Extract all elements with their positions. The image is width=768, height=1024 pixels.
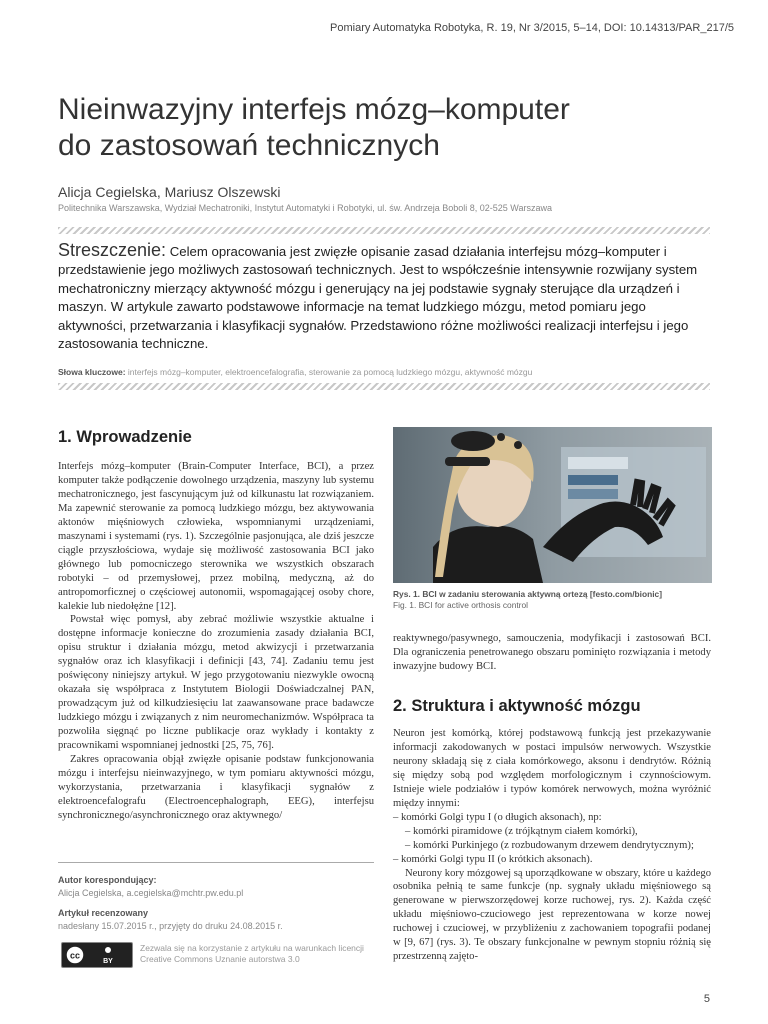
paragraph: Zakres opracowania objął zwięzłe opisanie podstaw funkcjonowania mózgu i interfejsu nieinwazyjnego, w tym pomiaru aktywności mózgu, wykorzystania, przetwarzania i klasyfikacji sygnałów z elektroencefalografu (Electroencephalograph, EEG), interfejsu synchronicznego/asynchronicznego oraz aktywnego/: [58, 754, 374, 821]
figure-caption: [393, 589, 723, 611]
keywords-text: interfejs mózg–komputer, elektroencefalografia, sterowanie za pomocą ludzkiego mózgu, aktywność mózgu: [127, 367, 533, 377]
reviewed-label: Artykuł recenzowany: [58, 908, 149, 918]
figure-photo: [393, 427, 712, 583]
paragraph: Neurony kory mózgowej są uporządkowane w obszary, które u każdego osobnika pełnią te same funkcje (np. sygnały układu mięśniowego są generowane w pierwszorzędowej korze ruchowej, rys. 2). Każda część układu mięśniowo-czuciowego jest reprezentowana w korze nowej ruchowej i czuciowej, w przybliżeniu z zachowaniem topografii podanej w [9, 67] (rys. 3). Te obszary funkcjonalne w pewnym stopniu różnią się przestrzenną zajęto-: [393, 867, 711, 963]
cc-badge-text: cc: [69, 950, 81, 961]
neuron-type-list: [393, 811, 711, 867]
running-header: Pomiary Automatyka Robotyka, R. 19, Nr 3/2015, 5–14, DOI: 10.14313/PAR_217/5: [330, 22, 734, 34]
right-column: [393, 727, 711, 964]
correspondence-author: Alicja Cegielska, a.cegielska@mchtr.pw.edu.pl: [58, 887, 244, 898]
affiliation: Politechnika Warszawska, Wydział Mechatroniki, Instytut Automatyki i Robotyki, ul. św. Andrzeja Boboli 8, 02-525 Warszawa: [58, 203, 552, 213]
page-number: 5: [703, 993, 710, 1005]
paragraph: Neuron jest komórką, której podstawową funkcją jest przekazywanie informacji zakodowanych w postaci impulsów nerwowych. Wszystkie neurony składają się z ciała komórkowego, aksonu i dendrytów. Różnią się między sobą pod względem morfologicznym i czynnościowym. Istnieje wiele podziałów i typów komórek nerwowych, można wyróżnić między innymi:: [393, 728, 711, 809]
paragraph: Powstał więc pomysł, aby zebrać możliwie wszystkie aktualne i dostępne informacje konieczne do zrozumienia zasady działania BCI, opisu struktur i działania mózgu, metod akwizycji i przetwarzania sygnałów oraz ich klasyfikacji i definicji [43, 74]. Zadaniu temu jest poświęcony niniejszy artykuł. W jego przygotowaniu niezwykle owocną okazała się współpraca z Instytutem Biologii Doświadczalnej PAN, prowadzącym już od kilkudziesięciu lat zaawansowane prace badawcze ludzkiego mózgu i związanych z nim neuromechanizmów. Współpraca ta pozwoliła sięgnąć po liczne publikacje oraz wykłady i kontakty z pracownikami wspomnianej jednostki [25, 75, 76].: [58, 614, 374, 752]
section-heading: 2. Struktura i aktywność mózgu: [393, 697, 641, 715]
section-heading: 1. Wprowadzenie: [58, 428, 192, 446]
divider: [58, 227, 710, 234]
title-line-2: do zastosowań technicznych: [58, 129, 440, 162]
license-text: Zezwala się na korzystanie z artykułu na warunkach licencji Creative Commons Uznanie autorstwa 3.0: [140, 943, 364, 964]
paragraph: reaktywnego/pasywnego, samouczenia, modyfikacji i zastosowań BCI. Dla ograniczenia penetrowanego obszaru pominięto rozwiązania i metody inwazyjne budowy BCI.: [393, 633, 711, 672]
list-item: – komórki Purkinjego (z rozbudowanym drzewem dendrytycznym);: [405, 839, 694, 851]
keywords-label: Słowa kluczowe:: [58, 367, 126, 377]
divider: [58, 862, 374, 863]
authors: Alicja Cegielska, Mariusz Olszewski: [58, 184, 281, 200]
bci-photo-illustration: [393, 427, 712, 583]
keywords: [58, 367, 532, 377]
cc-by-badge: [61, 942, 133, 968]
list-item: – komórki piramidowe (z trójkątnym ciałem komórki),: [405, 825, 638, 837]
divider: [58, 383, 710, 390]
review-dates: nadesłany 15.07.2015 r., przyjęty do druku 24.08.2015 r.: [58, 920, 283, 931]
abstract-label: Streszczenie:: [58, 240, 167, 260]
list-item: – komórki Golgi typu II (o krótkich aksonach).: [393, 853, 593, 865]
left-column: [58, 460, 374, 823]
caption-polish: Rys. 1. BCI w zadaniu sterowania aktywną ortezą [festo.com/bionic]: [393, 589, 662, 599]
title-line-1: Nieinwazyjny interfejs mózg–komputer: [58, 93, 570, 126]
list-item: – komórki Golgi typu I (o długich aksonach), np:: [393, 811, 602, 823]
correspondence-label: Autor korespondujący:: [58, 875, 157, 885]
caption-english: Fig. 1. BCI for active orthosis control: [393, 600, 528, 610]
article-title: [58, 92, 698, 164]
abstract: [58, 241, 710, 353]
correspondence-box: [58, 874, 374, 932]
paragraph: Interfejs mózg–komputer (Brain-Computer Interface, BCI), a przez komputer także podłączenie dowolnego urządzenia, maszyny lub systemu mechatronicznego, jest fascynującym już od kilkunastu lat rozwiązaniem. Ma zapewnić sterowanie za pomocą ludzkiego mózgu, bez aktywowania aktonów mięśniowych człowieka, wspomnianymi urządzeniami, maszynami i systemami (rys. 1). Szczególnie pasjonująca, ale dziś jeszcze ciągle przyszłościowa, wydaje się możliwość zastosowania BCI jako głównego lub pomocniczego sterownika we wszystkich obszarach robotyki – od przemysłowej, przez mobilną, medyczną, aż do antropomorficznej o częściowej autonomii, wspomagającej osoby chore, kalekie lub niedołężne [12].: [58, 461, 374, 612]
right-column-continuation: [393, 632, 711, 674]
abstract-text: Celem opracowania jest zwięzłe opisanie zasad działania interfejsu mózg–komputer i przedstawienie jego możliwych zastosowań technicznych. Jest to współcześnie intensywnie rozwijany system mechatroniczny mierzący aktywność mózgu i generujący na jej podstawie sygnały sterujące dla urządzeń i maszyn. W artykule zawarto podstawowe informacje na temat ludzkiego mózgu, metod pomiaru jego aktywności, przetwarzania i klasyfikacji sygnałów. Przedstawiono różne możliwości realizacji interfejsu i jego zastosowania techniczne.: [58, 244, 698, 352]
headset: [451, 431, 495, 451]
by-badge-text: BY: [103, 958, 113, 965]
